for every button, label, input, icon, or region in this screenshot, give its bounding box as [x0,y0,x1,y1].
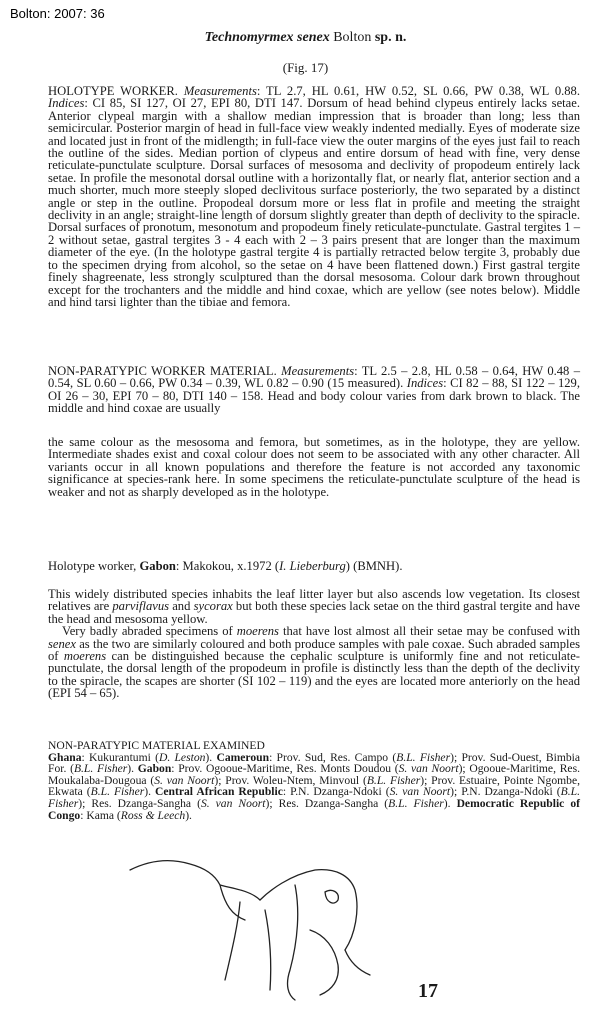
country-name: Gabon [137,762,172,776]
collector-name: B.L. Fisher [90,785,145,799]
material-list [48,752,580,822]
material-text-run: ); Prov. Sud-Ouest, Bimbia For. ( [48,750,581,776]
material-examined [48,740,580,821]
species-ref: moerens [63,649,107,664]
species-status: sp. n. [374,30,407,45]
mesosoma-outline [130,861,260,900]
holotype-measurements: : TL 2.7, HL 0.61, HW 0.52, SL 0.66, PW 0.38, WL 0.88. [256,84,581,98]
dist-text: but both these species lack setae on the third gastral tergite and have the head and mesosoma yellow. [48,599,581,626]
nonparatypic-measurements: : TL 2.5 – 2.8, HL 0.58 – 0.64, HW 0.48 – 0.54, SL 0.60 – 0.66, PW 0.34 – 0.39, WL 0.82 – 0.90 (15 measured). [48,364,581,391]
distribution-paragraph-1 [48,588,580,625]
holotype-ind-label: Indices [48,96,85,111]
type-country: Gabon [139,559,176,573]
material-text-run: : Prov. Sud, Res. Campo ( [269,750,397,764]
mandible-outline [345,950,370,975]
dist-text: can be distinguished because the cephalic sculpture is uniformly fine and not reticulate-punctulate, the dorsal length of the propodeum in profile is distinctly less than the depth of the declivity to the spiracle, the scapes are shorter (SI 102 – 119) and the eyes are located more anteriorly on the head (EPI 54 – 65). [48,649,580,701]
material-text-run: ); P.N. Dzanga-Ndoki ( [450,785,561,799]
material-text-run: ). [127,762,138,776]
holotype-indices: : CI 85, SI 127, OI 27, EPI 80, DTI 147. [84,96,303,111]
collector-name: B.L. Fisher [388,796,444,810]
dist-text: Very badly abraded specimens of [62,624,237,639]
page-number: 17 [418,980,438,1002]
source-citation: Bolton: 2007: 36 [10,6,105,21]
leg-outline [265,910,271,990]
country-name: Cameroun [216,750,270,764]
collector-name: B.L. Fisher [48,785,580,810]
species-ref: moerens [236,624,279,639]
distribution-notes [48,588,580,700]
nonparatypic-meas-label: Measurements [281,364,355,378]
material-text-run: : Kukurantumi ( [81,750,159,764]
collector-name: B.L. Fisher [366,773,421,787]
leg-outline [225,902,240,980]
material-text-run: ). [185,808,192,822]
collector-name: Ross & Leech [120,808,186,822]
dist-text: as the two are similarly coloured and both produce samples with pale coxae. Such abraded samples of [48,636,580,664]
collector-name: B.L. Fisher [396,750,451,764]
head-outline [260,870,357,950]
material-text-run: ); Prov. Woleu-Ntem, Minvoul ( [214,773,367,787]
collector-name: S. van Noort [389,785,451,799]
eye-outline [325,890,338,903]
collector-name: S. van Noort [200,796,266,810]
species-ref: parviflavus [112,599,170,614]
holotype-description [48,85,580,308]
distribution-paragraph-2 [48,625,580,699]
collector-name: S. van Noort [154,773,215,787]
material-text-run: : Prov. Ogooue-Maritime, Res. Monts Doudou ( [171,762,399,776]
species-ref: senex [48,636,76,651]
nonparatypic-indices: : CI 82 – 88, SI 122 – 129, OI 26 – 30, EPI 70 – 80, DTI 140 – 158. Head and body colour varies from dark brown to black. The middle and hind coxae are usually [48,376,580,416]
coxa-outline [310,930,338,995]
material-text-run: ). [443,796,457,810]
type-locality [48,560,580,572]
collector-name: D. Leston [158,750,206,764]
figure-reference: (Fig. 17) [282,60,329,75]
material-text-run: ); Res. Dzanga-Sangha ( [78,796,201,810]
material-heading: NON-PARATYPIC MATERIAL EXAMINED [48,739,265,752]
holotype-heading: HOLOTYPE WORKER. [48,84,178,98]
species-ref: sycorax [193,599,233,614]
country-name: Central African Republic [155,785,283,799]
dist-text: that have lost almost all their setae may be confused with [278,624,580,639]
type-locality-text: : Makokou, x.1972 ( [175,559,280,573]
nonparatypic-description [48,365,580,415]
species-title [0,30,611,46]
material-text-run: ). [205,750,217,764]
material-text-run: : Kama ( [80,808,121,822]
collector-name: B.L. Fisher [73,762,128,776]
dist-text: This widely distributed species inhabits the leaf litter layer but also ascends low vegetation. Its closest relatives are [48,587,580,614]
material-text-run: ). [144,785,156,799]
type-collector: I. Lieberburg [279,559,346,573]
nonparatypic-continued: the same colour as the mesosoma and femora, but sometimes, as in the holotype, they are yellow. Intermediate shades exist and coxal colour does not seem to be associated with any other character. All variants occur in all known populations and therefore the feature is not accorded any taxonomic significance at species-rank here. In some specimens the reticulate-punctulate sculpture of the head is weaker and not as sharply developed as in the holotype. [48,435,580,499]
antenna-scape [288,885,298,1000]
species-name: Technomyrmex senex [204,30,330,45]
nonparatypic-ind-label: Indices [406,376,444,391]
material-text-run: : P.N. Dzanga-Ndoki ( [282,785,390,799]
nonparatypic-heading: NON-PARATYPIC WORKER MATERIAL. [48,364,277,378]
species-author: Bolton [333,30,372,45]
material-text-run: ); Prov. Estuaire, Pointe Ngombe, Ekwata ( [48,773,581,799]
holotype-meas-label: Measurements [183,84,257,98]
country-name: Democratic Republic of Congo [48,796,580,822]
country-name: Ghana [48,750,82,764]
dist-text: and [169,599,194,614]
material-text-run: ); Res. Dzanga-Sangha ( [265,796,389,810]
type-depository: ) (BMNH). [345,559,403,573]
type-prefix: Holotype worker, [48,559,140,573]
collector-name: S. van Noort [398,762,459,776]
holotype-body: Dorsum of head behind clypeus entirely lacks setae. Anterior clypeal margin with a shallow median impression that is broader than long; less than semicircular. Posterior margin of head in full-face view weakly indented medially. Eyes of moderate size and located just in front of the midlength; in full-face view the outer margins of the eyes just fail to reach the outline of the sides. Median portion of clypeus and entire dorsum of head with fine, very dense reticulate-punctulate sculpture. Dorsal surfaces of mesosoma and declivity of propodeum entirely lack setae. In profile the mesonotal dorsal outline with a horizontally flat, or nearly flat, anterior section and a much shorter, much more steeply sloped declivitous surface posteriorly, the two separated by a distinct angle or step in the outline. Propodeal dorsum more or less flat in profile and meeting the straight declivity in an angle; straight-line length of dorsum slightly greater than depth of declivity to the spiracle. Dorsal surfaces of pronotum, mesonotum and propodeum finely reticulate-punctulate. Gastral tergites 1 – 2 without setae, gastral tergites 3 - 4 each with 2 – 3 pairs present that are longer than the maximum diameter of the eye. (In the holotype gastral tergite 4 is partially retracted below tergite 3, probably due to the specimen drying from alcohol, so the setae on 4 have been flattened down.) First gastral tergite finely shagreenate, less strongly sculptured than the dorsal mesosoma. Colour dark brown throughout except for the trochanters and the middle and hind coxae, which are yellow (see notes below). Middle and hind tarsi lighter than the tibiae and femora. [48,96,580,309]
material-text-run: ); Ogooue-Maritime, Res. Moukalaba-Dougoua ( [48,762,580,787]
ant-head-profile-drawing [120,830,420,1015]
